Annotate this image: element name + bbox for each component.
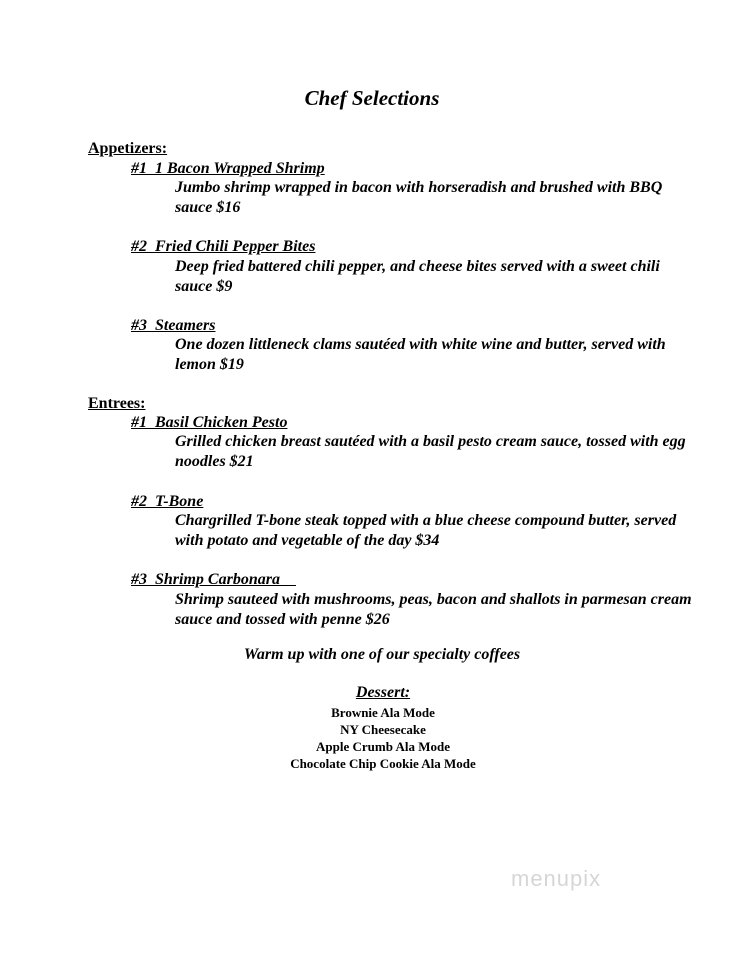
page-title: Chef Selections bbox=[304, 86, 440, 110]
dessert-list bbox=[0, 704, 744, 772]
entree-1-description: Grilled chicken breast sautéed with a basil pesto cream sauce, tossed with egg noodles $21 bbox=[175, 433, 686, 470]
watermark-logo: menupix bbox=[511, 866, 602, 891]
entree-2-title: #2 T-Bone bbox=[131, 493, 204, 510]
dessert-item: Chocolate Chip Cookie Ala Mode bbox=[290, 756, 476, 771]
entree-3-title: #3 Shrimp Carbonara bbox=[131, 571, 296, 588]
entree-3-description: Shrimp sauteed with mushrooms, peas, bacon and shallots in parmesan cream sauce and tossed with penne $26 bbox=[175, 591, 692, 628]
coffee-note: Warm up with one of our specialty coffees bbox=[243, 646, 521, 663]
dessert-item: Brownie Ala Mode bbox=[331, 705, 435, 720]
appetizer-2-description: Deep fried battered chili pepper, and cheese bites served with a sweet chili sauce $9 bbox=[175, 258, 660, 295]
entree-1-title: #1 Basil Chicken Pesto bbox=[131, 414, 288, 431]
entree-2-description: Chargrilled T-bone steak topped with a blue cheese compound butter, served with potato and vegetable of the day $34 bbox=[175, 512, 677, 549]
dessert-item: Apple Crumb Ala Mode bbox=[316, 739, 450, 754]
appetizer-1-title: #1 1 Bacon Wrapped Shrimp bbox=[131, 160, 325, 177]
appetizer-3-description: One dozen littleneck clams sautéed with white wine and butter, served with lemon $19 bbox=[175, 336, 666, 373]
appetizers-heading: Appetizers: bbox=[88, 140, 168, 157]
dessert-item: NY Cheesecake bbox=[340, 722, 426, 737]
appetizer-1-description: Jumbo shrimp wrapped in bacon with horseradish and brushed with BBQ sauce $16 bbox=[175, 179, 663, 216]
entrees-heading: Entrees: bbox=[88, 395, 146, 412]
appetizer-2-title: #2 Fried Chili Pepper Bites bbox=[131, 238, 316, 255]
appetizer-3-title: #3 Steamers bbox=[131, 317, 216, 334]
dessert-heading: Dessert: bbox=[355, 684, 411, 701]
